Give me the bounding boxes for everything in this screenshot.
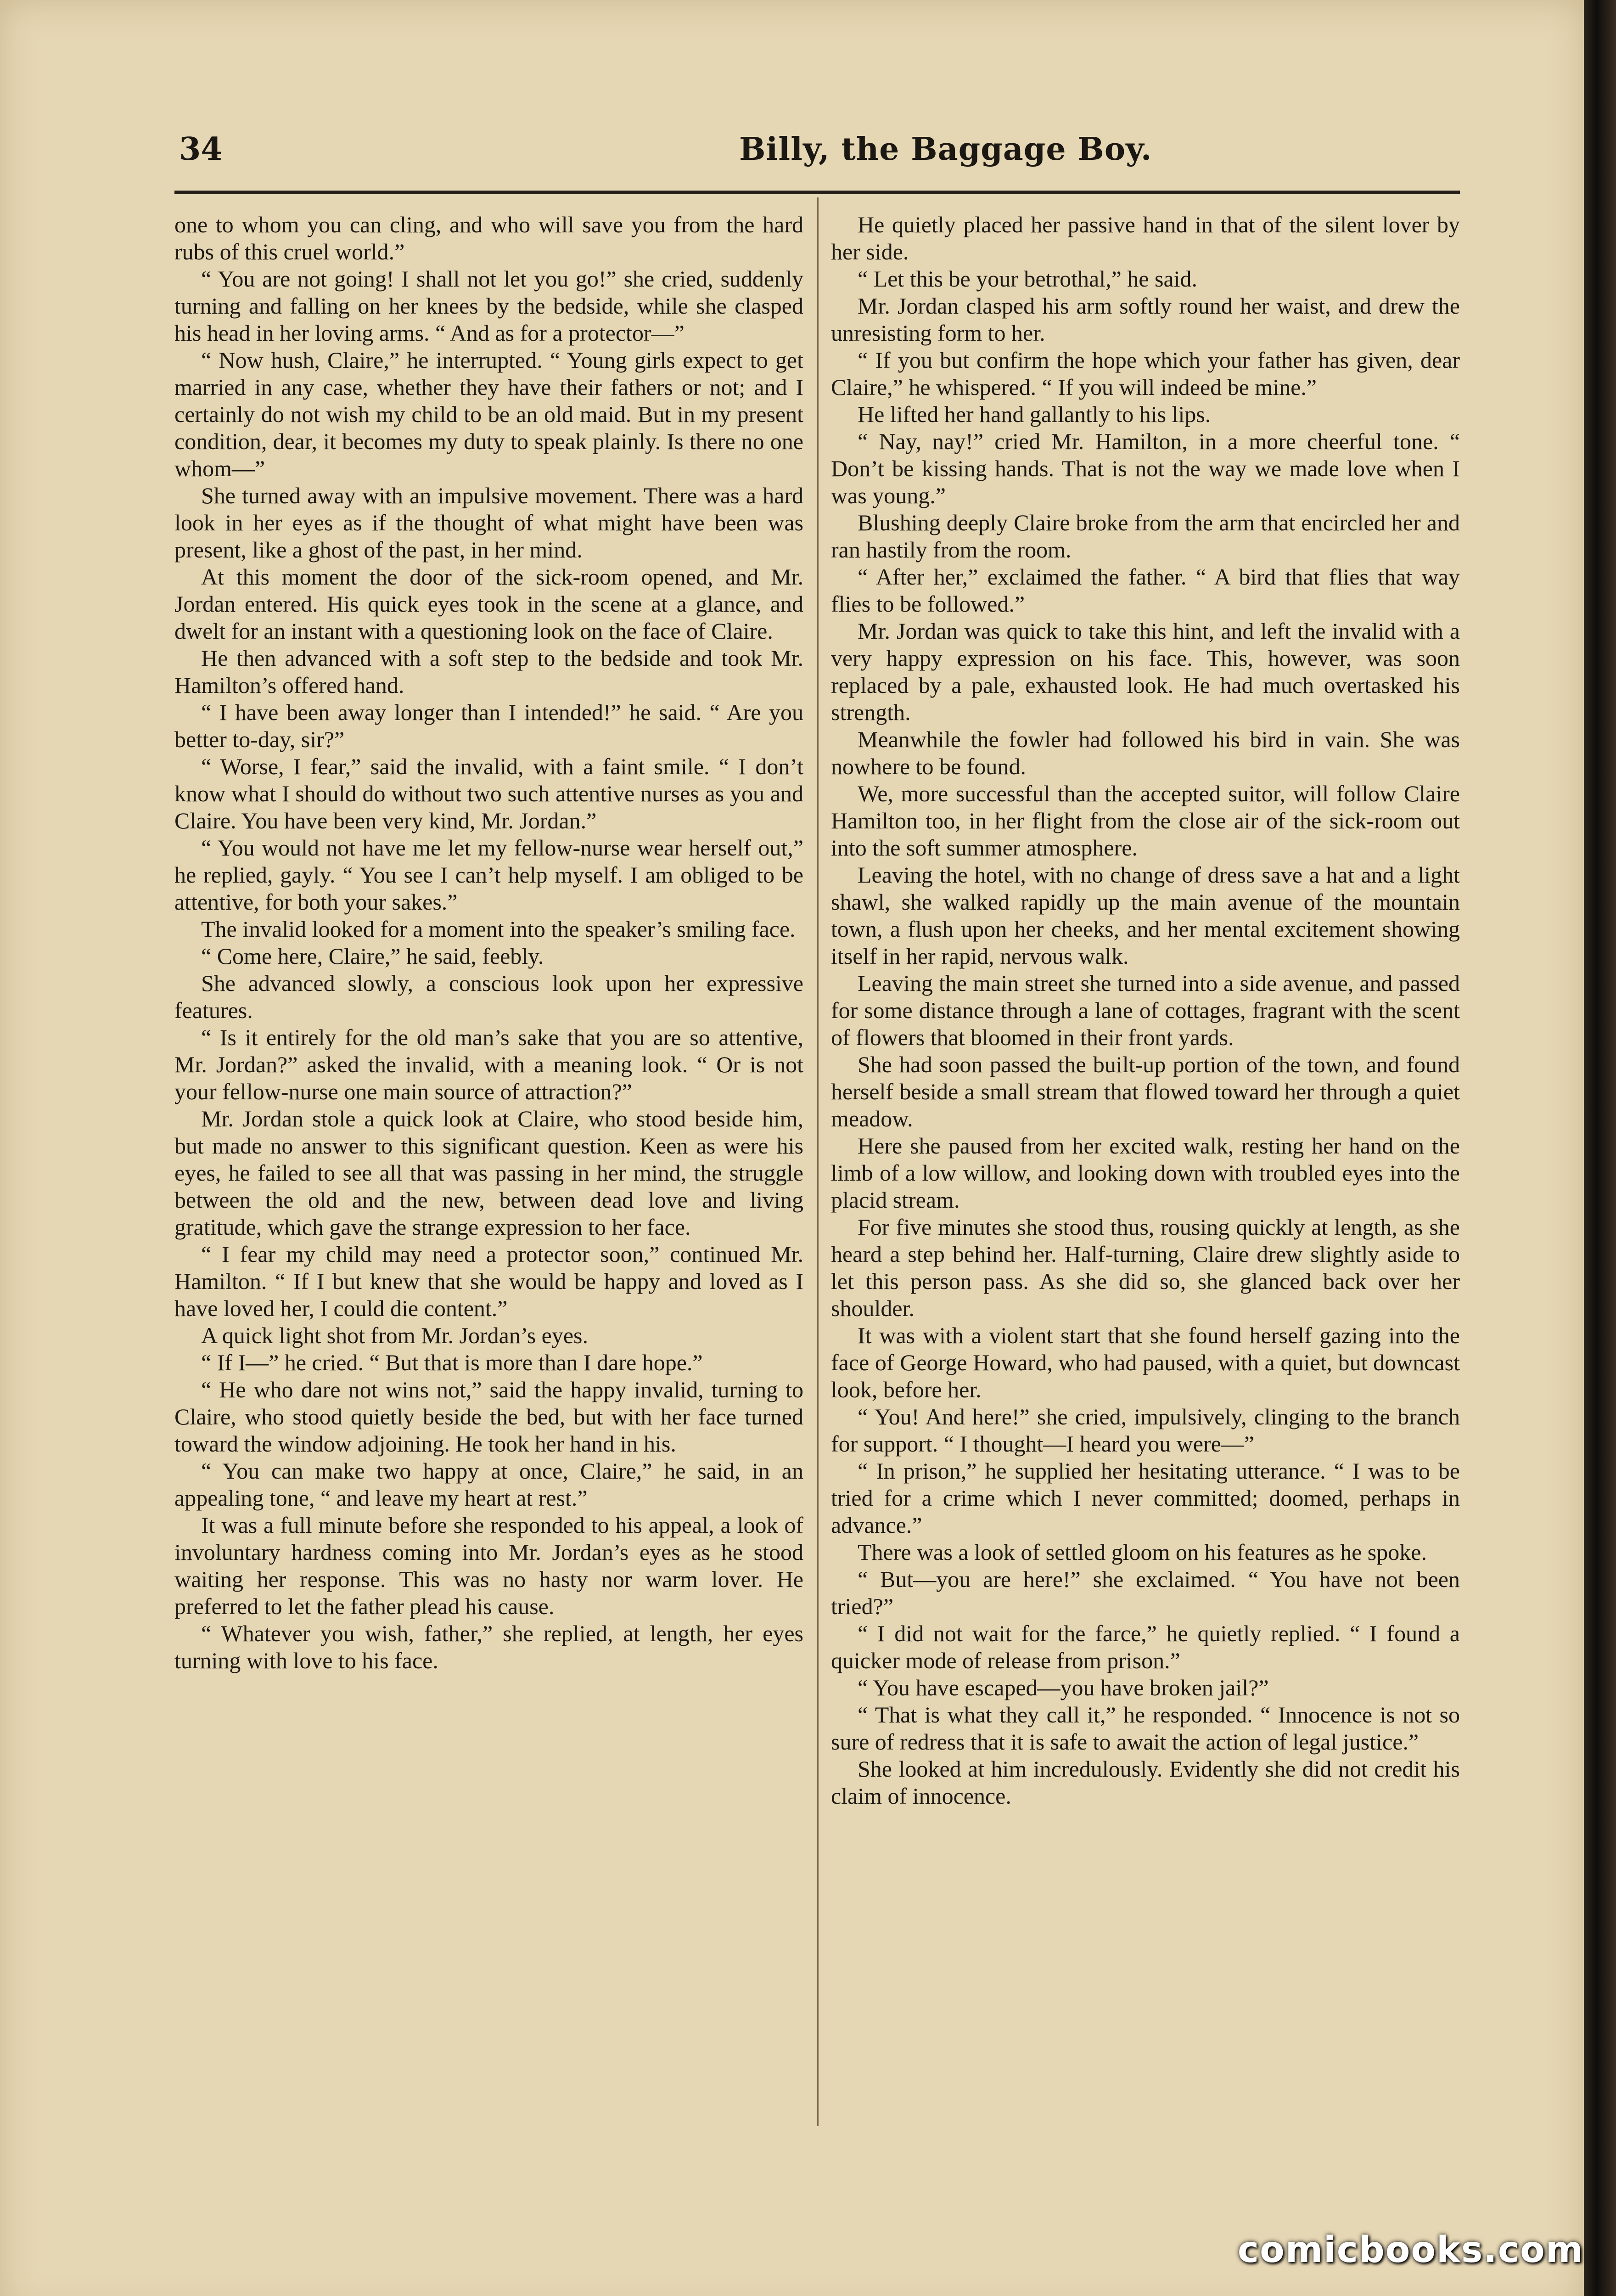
page-header xyxy=(152,131,1474,172)
paragraph: “ Nay, nay!” cried Mr. Hamilton, in a more cheerful tone. “ Don’t be kissing hands. That is not the way we made love when I was young.” xyxy=(831,428,1460,508)
paragraph: She had soon passed the built-up portion of the town, and found herself beside a small stream that flowed toward her through a quiet meadow. xyxy=(831,1052,1460,1131)
right-text-column xyxy=(831,211,1460,2131)
paragraph: He then advanced with a soft step to the bedside and took Mr. Hamilton’s offered hand. xyxy=(174,645,803,698)
paragraph: “ He who dare not wins not,” said the happy invalid, turning to Claire, who stood quietly beside the bed, but with her face turned toward the window adjoining. He took her hand in his. xyxy=(174,1377,803,1457)
paragraph: Here she paused from her excited walk, resting her hand on the limb of a low willow, and looking down with troubled eyes into the placid stream. xyxy=(831,1133,1460,1213)
paragraph: She looked at him incredulously. Evidently she did not credit his claim of innocence. xyxy=(831,1756,1460,1809)
header-rule xyxy=(174,191,1460,194)
paragraph: He lifted her hand gallantly to his lips. xyxy=(858,401,1211,427)
paragraph: There was a look of settled gloom on his features as he spoke. xyxy=(858,1539,1427,1565)
paragraph: Mr. Jordan clasped his arm softly round her waist, and drew the unresisting form to her. xyxy=(831,293,1460,346)
paragraph: “ If I—” he cried. “ But that is more than I dare hope.” xyxy=(201,1350,703,1375)
paragraph: Leaving the main street she turned into a side avenue, and passed for some distance through a lane of cottages, fragrant with the scent of flowers that bloomed in their front yards. xyxy=(831,970,1460,1050)
paragraph: “ Whatever you wish, father,” she replied, at length, her eyes turning with love to his face. xyxy=(174,1621,803,1673)
paragraph: “ After her,” exclaimed the father. “ A bird that flies that way flies to be followed.” xyxy=(831,564,1460,617)
paragraph: He quietly placed her passive hand in that of the silent lover by her side. xyxy=(831,212,1460,264)
paragraph: For five minutes she stood thus, rousing quickly at length, as she heard a step behind her. Half-turning, Claire drew slightly aside to let this person pass. As she did so, she glanced back over her shoulder. xyxy=(831,1214,1460,1321)
paragraph: “ Let this be your betrothal,” he said. xyxy=(858,266,1198,292)
paragraph: “ But—you are here!” she exclaimed. “ You have not been tried?” xyxy=(831,1566,1460,1619)
running-title: Billy, the Baggage Boy. xyxy=(739,131,1152,168)
paragraph: “ Is it entirely for the old man’s sake that you are so attentive, Mr. Jordan?” asked the invalid, with a meaning look. “ Or is not your fellow-nurse one main source of attraction?” xyxy=(174,1024,803,1104)
paragraph: It was with a violent start that she found herself gazing into the face of George Howard, who had paused, with a quiet, but downcast look, before her. xyxy=(831,1322,1460,1402)
paragraph: “ That is what they call it,” he responded. “ Innocence is not so sure of redress that it is safe to await the action of legal justice.” xyxy=(831,1702,1460,1755)
watermark-text: comicbooks.com xyxy=(1237,2229,1584,2271)
left-text-column xyxy=(174,211,803,2131)
paragraph: At this moment the door of the sick-room opened, and Mr. Jordan entered. His quick eyes took in the scene at a glance, and dwelt for an instant with a questioning look on the face of Claire. xyxy=(174,564,803,644)
paragraph: “ Come here, Claire,” he said, feebly. xyxy=(201,943,544,969)
paragraph: “ I have been away longer than I intended!” he said. “ Are you better to-day, sir?” xyxy=(174,699,803,752)
paragraph: Blushing deeply Claire broke from the arm that encircled her and ran hastily from the room. xyxy=(831,510,1460,563)
paragraph: The invalid looked for a moment into the speaker’s smiling face. xyxy=(201,916,796,942)
paragraph: Mr. Jordan stole a quick look at Claire, who stood beside him, but made no answer to this significant question. Keen as were his eyes, he failed to see all that was passing in her mind, the struggle between the old and the new, between dead love and living gratitude, which gave the strange expression to her face. xyxy=(174,1106,803,1240)
paragraph: “ You have escaped—you have broken jail?” xyxy=(858,1675,1269,1700)
paragraph: “ If you but confirm the hope which your father has given, dear Claire,” he whispered. “ If you will indeed be mine.” xyxy=(831,347,1460,400)
page-edge-shadow xyxy=(1584,0,1616,2296)
page-number: 34 xyxy=(179,131,223,168)
paragraph: “ You can make two happy at once, Claire,” he said, in an appealing tone, “ and leave my heart at rest.” xyxy=(174,1458,803,1511)
paragraph: We, more successful than the accepted suitor, will follow Claire Hamilton too, in her flight from the close air of the sick-room out into the soft summer atmosphere. xyxy=(831,781,1460,861)
paragraph: “ In prison,” he supplied her hesitating utterance. “ I was to be tried for a crime which I never committed; doomed, perhaps in advance.” xyxy=(831,1458,1460,1538)
paragraph: “ Now hush, Claire,” he interrupted. “ Young girls expect to get married in any case, whether they have their fathers or not; and I certainly do not wish my child to be an old maid. But in my present condition, dear, it becomes my duty to speak plainly. Is there no one whom—” xyxy=(174,347,803,481)
paragraph: “ You! And here!” she cried, impulsively, clinging to the branch for support. “ I thought—I heard you were—” xyxy=(831,1404,1460,1457)
paragraph: Leaving the hotel, with no change of dress save a hat and a light shawl, she walked rapidly up the main avenue of the mountain town, a flush upon her cheeks, and her mental excitement showing itself in her rapid, nervous walk. xyxy=(831,862,1460,969)
paragraph: She advanced slowly, a conscious look upon her expressive features. xyxy=(174,970,803,1023)
paragraph: It was a full minute before she responded to his appeal, a look of involuntary hardness coming into Mr. Jordan’s eyes as he stood waiting her response. This was no hasty nor warm lover. He preferred to let the father plead his cause. xyxy=(174,1512,803,1619)
paragraph: Meanwhile the fowler had followed his bird in vain. She was nowhere to be found. xyxy=(831,726,1460,779)
paragraph: “ Worse, I fear,” said the invalid, with a faint smile. “ I don’t know what I should do without two such attentive nurses as you and Claire. You have been very kind, Mr. Jordan.” xyxy=(174,754,803,833)
paragraph: “ I fear my child may need a protector soon,” continued Mr. Hamilton. “ If I but knew that she would be happy and loved as I have loved her, I could die content.” xyxy=(174,1241,803,1321)
column-divider xyxy=(817,197,819,2126)
paragraph: “ You would not have me let my fellow-nurse wear herself out,” he replied, gayly. “ You see I can’t help myself. I am obliged to be attentive, for both your sakes.” xyxy=(174,835,803,915)
paragraph: She turned away with an impulsive movement. There was a hard look in her eyes as if the thought of what might have been was present, like a ghost of the past, in her mind. xyxy=(174,483,803,563)
paragraph: Mr. Jordan was quick to take this hint, and left the invalid with a very happy expression on his face. This, however, was soon replaced by a pale, exhausted look. He had much overtasked his strength. xyxy=(831,618,1460,725)
paragraph: “ I did not wait for the farce,” he quietly replied. “ I found a quicker mode of release from prison.” xyxy=(831,1621,1460,1673)
paragraph: “ You are not going! I shall not let you go!” she cried, suddenly turning and falling on her knees by the bedside, while she clasped his head in her loving arms. “ And as for a protector—” xyxy=(174,266,803,346)
paragraph: A quick light shot from Mr. Jordan’s eyes. xyxy=(201,1322,588,1348)
paragraph: one to whom you can cling, and who will save you from the hard rubs of this cruel world.” xyxy=(174,212,803,264)
